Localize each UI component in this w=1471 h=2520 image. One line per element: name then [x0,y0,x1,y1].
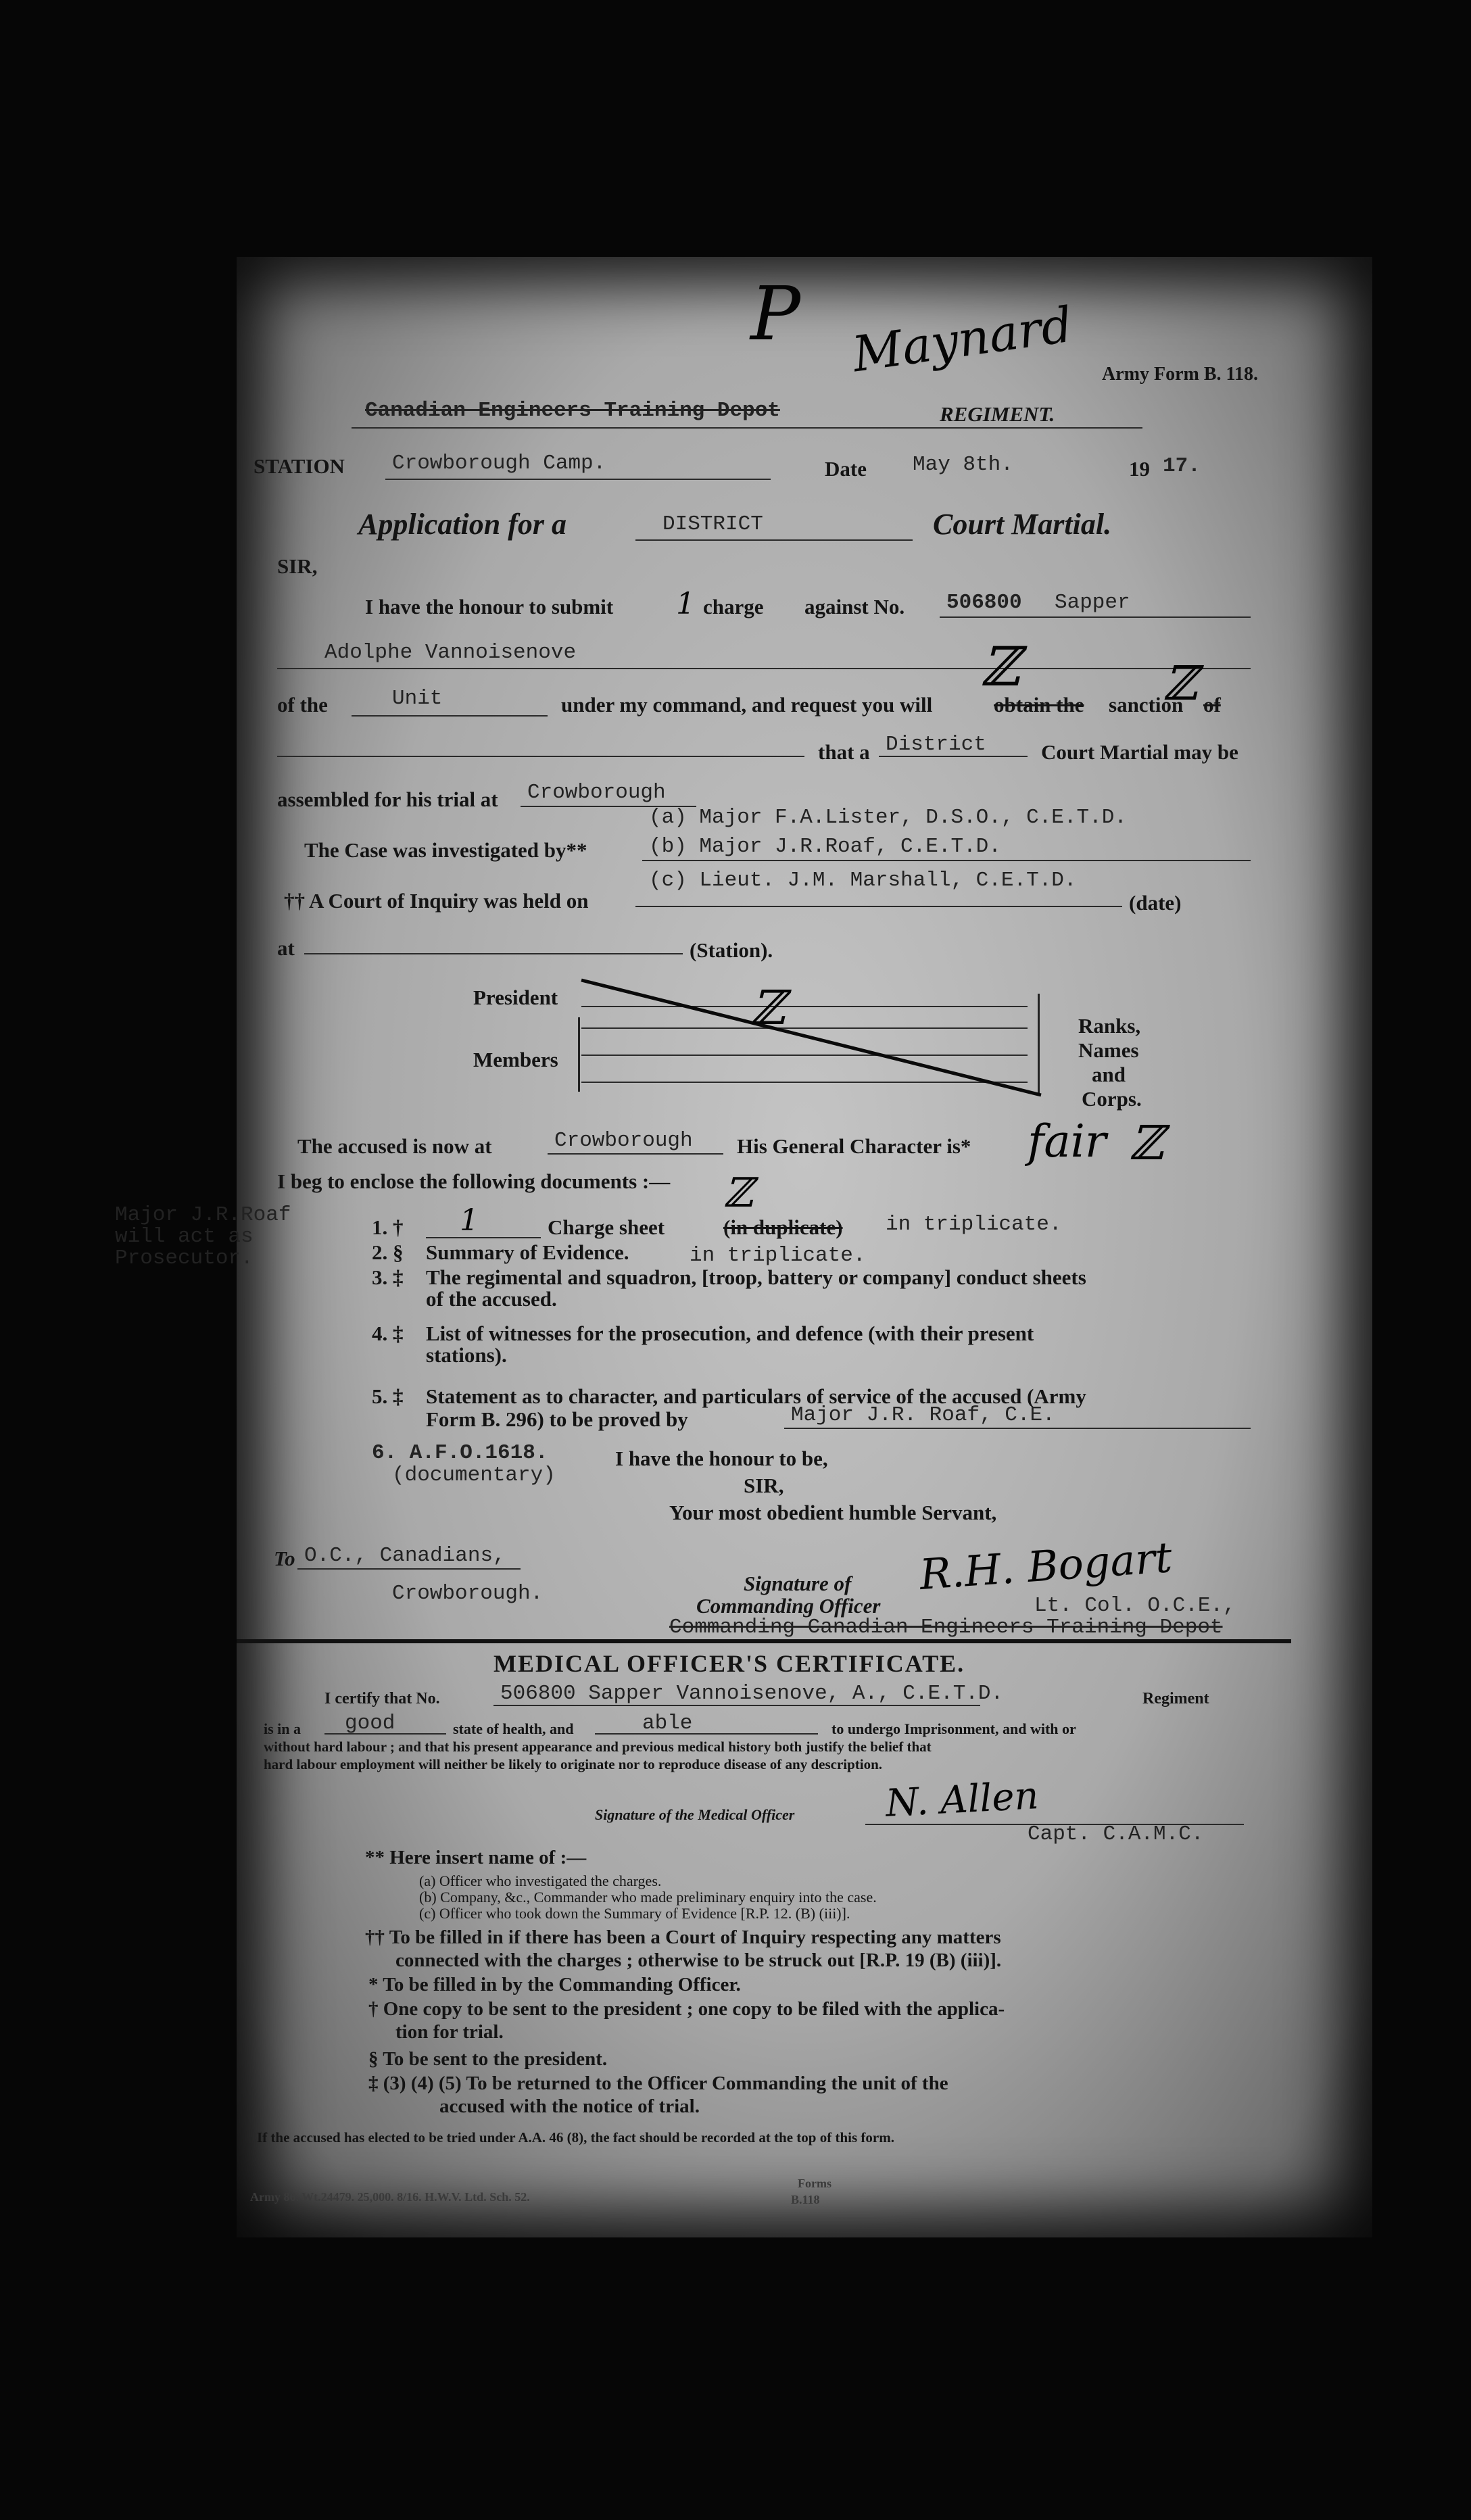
medical-text-3: hard labour employment will neither be likely to originate nor to reproduce disease of any description. [264,1756,883,1772]
item1-struck: (in duplicate) [723,1215,843,1239]
enclose-text: I beg to enclose the following documents :— [277,1169,671,1193]
investigator-b: (b) Major J.R.Roaf, C.E.T.D. [649,835,1001,858]
rank-value: Sapper [1055,591,1130,614]
item3-text-b: of the accused. [426,1287,557,1311]
handwritten-mark-3: ℤ [750,980,786,1036]
sig-label-a: Signature of [744,1572,852,1595]
of-the-text: of the [277,693,328,717]
at-underline [304,953,683,954]
item1-text: Charge sheet [548,1215,665,1239]
charge-count: 1 [676,587,695,621]
closing-sir: SIR, [744,1474,784,1497]
item5-text-a: Statement as to character, and particulars of service of the accused (Army [426,1384,1086,1408]
investigator-underline [642,860,1251,861]
note-4a: † One copy to be sent to the president ; one copy to be filed with the applica- [368,1998,1005,2020]
general-character-text: His General Character is* [737,1134,971,1158]
forms-label: Forms [798,2177,831,2190]
to-underline [297,1568,521,1570]
medical-text-2: without hard labour ; and that his present appearance and previous medical history both justify the belief that [264,1739,932,1755]
able-value: able [642,1712,693,1735]
accused-location-underline [548,1153,723,1155]
number-underline [940,616,1251,618]
closing-servant: Your most obedient humble Servant, [669,1501,997,1524]
to-value-b: Crowborough. [392,1582,544,1605]
item4-text-b: stations). [426,1343,507,1367]
that-a-text: that a [818,740,870,764]
forms-value: B.118 [791,2193,820,2206]
under-command-text: under my command, and request you will [561,693,933,717]
item5-underline [784,1428,1251,1429]
ranks-label: Ranks, [1078,1014,1141,1038]
co-signature: R.H. Bogart [917,1532,1174,1599]
sig-unit: Commanding Canadian Engineers Training Depot [669,1616,1223,1639]
submit-text: I have the honour to submit [365,595,614,619]
margin-note-3: Prosecutor. [115,1246,254,1270]
sig-label-b: Commanding Officer [696,1594,881,1618]
item1-number: 1. † [372,1215,404,1239]
note-6b: accused with the notice of trial. [439,2095,700,2117]
date-label: Date [825,457,867,481]
unit-value-underline [352,715,548,717]
closing-honour: I have the honour to be, [615,1447,828,1470]
item1-count: 1 [460,1203,479,1238]
sig-rank: Lt. Col. O.C.E., [1034,1594,1236,1618]
court-martial-text: Court Martial may be [1041,740,1238,764]
margin-note-2: will act as [115,1225,254,1249]
character-value: fair [1028,1115,1107,1167]
handwritten-mark-2: ℤ [1163,656,1198,711]
court-type-underline [879,756,1028,757]
accused-now-text: The accused is now at [297,1134,492,1158]
station-underline [385,479,771,480]
item5-text-b: Form B. 296) to be proved by [426,1407,688,1431]
inquiry-text: †† A Court of Inquiry was held on [284,889,589,913]
regiment-label: REGIMENT. [940,402,1055,426]
health-value: good [345,1712,395,1735]
handwritten-initial-p: P [750,270,801,357]
year-prefix: 19 [1129,457,1150,481]
title-value: DISTRICT [662,512,763,536]
note-1: ** Here insert name of :— [365,1847,587,1868]
item5-typed: Major J.R. Roaf, C.E. [791,1403,1055,1427]
accused-location: Crowborough [554,1129,693,1153]
title-underline [635,539,913,541]
cross-out-line [575,973,1061,1109]
handwritten-mark-4: ℤ [1129,1115,1164,1171]
court-type-value: District [886,733,986,756]
investigated-text: The Case was investigated by** [304,838,587,862]
unit-typed: Canadian Engineers Training Depot [365,399,780,422]
names-label: Names [1078,1038,1139,1062]
regiment-text: Regiment [1142,1690,1209,1707]
item5-number: 5. ‡ [372,1384,404,1408]
note-1b: (b) Company, &c., Commander who made preliminary enquiry into the case. [419,1889,877,1906]
at-label: at [277,936,295,960]
unit-value: Unit [392,687,443,710]
charge-text: charge [703,595,764,619]
station-suffix: (Station). [690,938,773,962]
members-label: Members [473,1048,558,1071]
handwritten-mark-5: ℤ [723,1169,753,1217]
state-of-health-text: state of health, and [453,1720,574,1737]
note-1c: (c) Officer who took down the Summary of Evidence [R.P. 12. (B) (iii)]. [419,1905,850,1922]
medical-heading: MEDICAL OFFICER'S CERTIFICATE. [493,1650,965,1677]
handwritten-signature-top: Maynard [848,295,1076,383]
name-underline [277,668,1251,669]
mo-signature: N. Allen [884,1774,1040,1826]
date-value: May 8th. [913,453,1013,477]
mo-rank: Capt. C.A.M.C. [1028,1822,1204,1846]
note-4b: tion for trial. [395,2021,504,2043]
trial-place: Crowborough [527,781,666,804]
item6-typed-a: 6. A.F.O.1618. [372,1441,548,1465]
mo-sig-label: Signature of the Medical Officer [595,1806,795,1823]
item4-number: 4. ‡ [372,1322,404,1345]
form-number: Army Form B. 118. [1102,364,1258,385]
item3-number: 3. ‡ [372,1265,404,1289]
struck-of: of [1203,693,1221,717]
undergo-text: to undergo Imprisonment, and with or [831,1720,1076,1737]
regimental-number: 506800 [946,591,1022,614]
certify-text: I certify that No. [324,1690,440,1707]
note-2b: connected with the charges ; otherwise to be struck out [R.P. 19 (B) (iii)]. [395,1949,1002,1971]
able-underline [595,1733,818,1735]
health-underline [324,1733,446,1735]
assembled-text: assembled for his trial at [277,788,498,811]
note-7: If the accused has elected to be tried under A.A. 46 (8), the fact should be recorded at the top of this form. [257,2129,894,2146]
note-5: § To be sent to the president. [368,2048,608,2070]
item2-text: Summary of Evidence. [426,1240,629,1264]
item2-number: 2. § [372,1240,404,1264]
blank-underline [277,756,804,757]
medical-typed-no: 506800 Sapper Vannoisenove, A., C.E.T.D. [500,1682,1004,1705]
item4-text-a: List of witnesses for the prosecution, and defence (with their present [426,1322,1034,1345]
against-text: against No. [804,595,905,619]
medical-no-underline [493,1705,980,1706]
section-divider [237,1639,1291,1643]
accused-name: Adolphe Vannoisenove [324,641,577,664]
note-1a: (a) Officer who investigated the charges. [419,1872,662,1889]
corps-label: Corps. [1082,1087,1142,1111]
sanction-text: sanction [1109,693,1184,717]
date-suffix: (date) [1129,891,1182,915]
station-value: Crowborough Camp. [392,452,606,475]
item3-text-a: The regimental and squadron, [troop, battery or company] conduct sheets [426,1265,1086,1289]
printer-line: Army 86. Wt.24479. 25,000. 8/16. H.W.V. Ltd. Sch. 52. [250,2190,530,2204]
and-label: and [1092,1063,1126,1086]
is-in-a-text: is in a [264,1720,302,1737]
investigator-c: (c) Lieut. J.M. Marshall, C.E.T.D. [649,869,1077,892]
item6-typed-b: (documentary) [392,1463,556,1487]
salutation: SIR, [277,554,318,578]
note-3: * To be filled in by the Commanding Officer. [368,1974,741,1995]
item2-typed: in triplicate. [690,1244,866,1267]
to-value-a: O.C., Canadians, [304,1544,506,1568]
to-label: To [274,1547,295,1570]
title-left: Application for a [358,508,567,541]
handwritten-mark-1: ℤ [980,635,1020,698]
item1-typed: in triplicate. [886,1213,1062,1236]
inquiry-underline [635,906,1122,907]
year-value: 17. [1163,454,1201,478]
note-6a: ‡ (3) (4) (5) To be returned to the Officer Commanding the unit of the [368,2073,948,2094]
station-label: STATION [254,454,345,478]
struck-obtain: obtain the [994,693,1084,717]
note-2a: †† To be filled in if there has been a Court of Inquiry respecting any matters [365,1927,1001,1948]
president-label: President [473,986,558,1009]
document-page [115,257,1372,2237]
item1-count-underline [426,1237,541,1238]
margin-note-1: Major J.R.Roaf [115,1203,291,1227]
unit-underline [352,427,1142,429]
title-right: Court Martial. [933,508,1112,541]
investigator-a: (a) Major F.A.Lister, D.S.O., C.E.T.D. [649,806,1127,829]
